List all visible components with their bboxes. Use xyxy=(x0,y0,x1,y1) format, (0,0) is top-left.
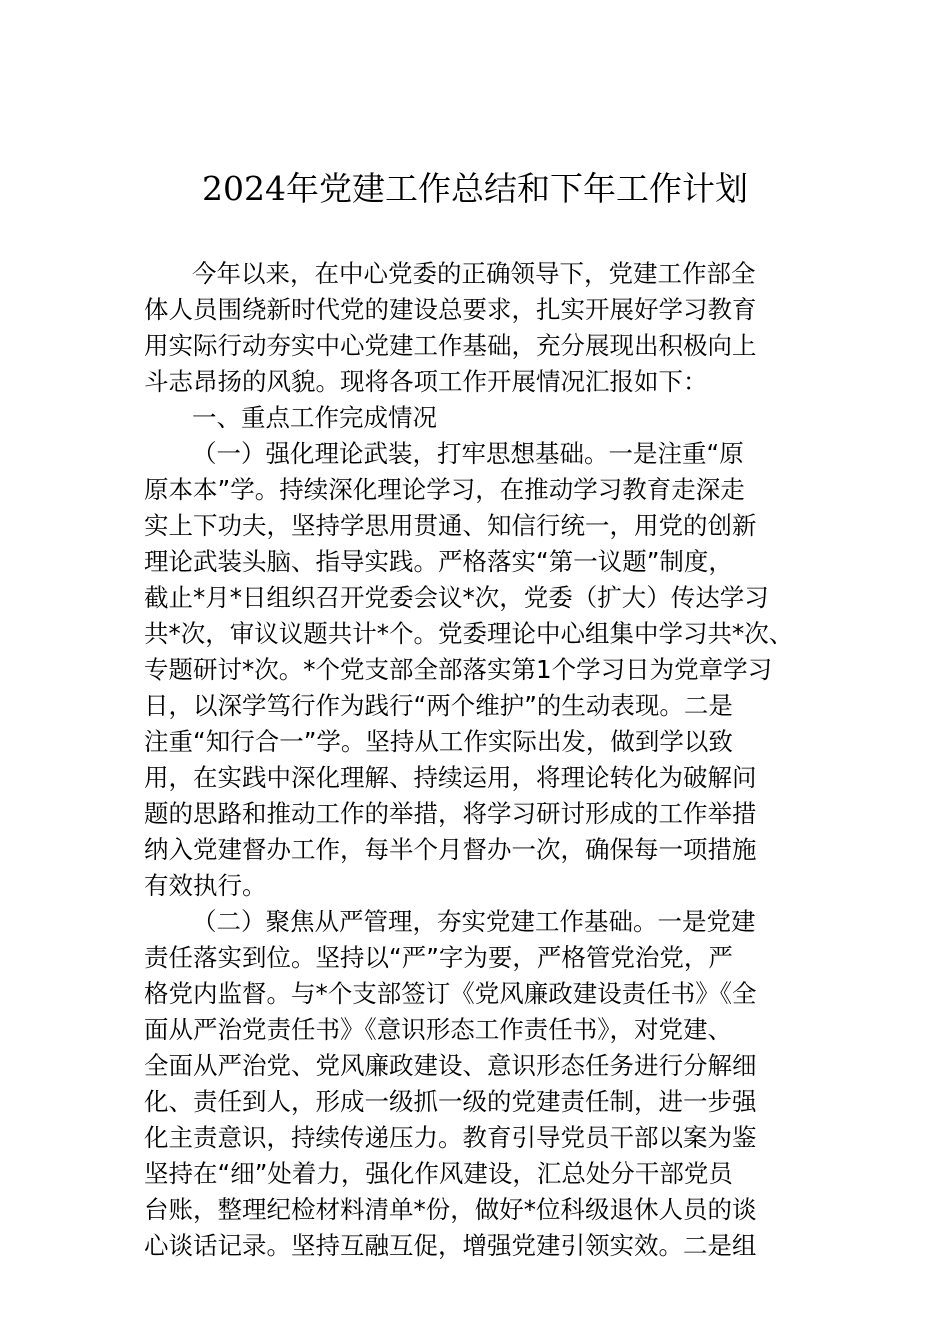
text-line: 体人员围绕新时代党的建设总要求，扎实开展好学习教育 xyxy=(144,295,757,324)
text-line: 共*次，审议议题共计*个。党委理论中心组集中学习共*次、 xyxy=(144,619,794,648)
text-line: 化主责意识，持续传递压力。教育引导党员干部以案为鉴 xyxy=(144,1123,757,1152)
text-line: 台账，整理纪检材料清单*份，做好*位科级退休人员的谈 xyxy=(144,1195,757,1224)
text-line: 坚持在“细”处着力，强化作风建设，汇总处分干部党员 xyxy=(144,1159,733,1188)
text-line: 理论武装头脑、指导实践。严格落实“第一议题”制度， xyxy=(144,547,733,576)
text-line: 格党内监督。与*个支部签订《党风廉政建设责任书》《全 xyxy=(144,979,757,1008)
text-line: 用，在实践中深化理解、持续运用，将理论转化为破解问 xyxy=(144,763,757,792)
text-line: 斗志昂扬的风貌。现将各项工作开展情况汇报如下： xyxy=(144,367,708,396)
text-line: 今年以来，在中心党委的正确领导下，党建工作部全 xyxy=(192,259,756,288)
document-body xyxy=(144,256,824,1264)
text-line: 日，以深学笃行作为践行“两个维护”的生动表现。二是 xyxy=(144,691,733,720)
text-line: 注重“知行合一”学。坚持从工作实际出发，做到学以致 xyxy=(144,727,733,756)
text-line: 实上下功夫，坚持学思用贯通、知信行统一，用党的创新 xyxy=(144,511,757,540)
text-line: 责任落实到位。坚持以“严”字为要，严格管党治党，严 xyxy=(144,943,733,972)
text-line: 有效执行。 xyxy=(144,871,267,900)
document-title: 2024年党建工作总结和下年工作计划 xyxy=(202,169,748,208)
text-line: 心谈话记录。坚持互融互促，增强党建引领实效。二是组 xyxy=(144,1231,757,1260)
text-line: 一、重点工作完成情况 xyxy=(192,403,437,432)
text-line: 面从严治党责任书》《意识形态工作责任书》，对党建、 xyxy=(144,1015,732,1044)
text-line: 截止*月*日组织召开党委会议*次，党委（扩大）传达学习 xyxy=(144,583,769,612)
text-line: 纳入党建督办工作，每半个月督办一次，确保每一项措施 xyxy=(144,835,757,864)
text-line: 原本本”学。持续深化理论学习，在推动学习教育走深走 xyxy=(144,475,745,504)
text-line: 化、责任到人，形成一级抓一级的党建责任制，进一步强 xyxy=(144,1087,757,1116)
text-line: 用实际行动夯实中心党建工作基础，充分展现出积极向上 xyxy=(144,331,757,360)
text-line: （一）强化理论武装，打牢思想基础。一是注重“原 xyxy=(192,439,744,468)
text-line: 全面从严治党、党风廉政建设、意识形态任务进行分解细 xyxy=(144,1051,757,1080)
text-line: 题的思路和推动工作的举措，将学习研讨形成的工作举措 xyxy=(144,799,757,828)
text-line: （二）聚焦从严管理，夯实党建工作基础。一是党建 xyxy=(192,907,756,936)
text-line: 专题研讨*次。*个党支部全部落实第1个学习日为党章学习 xyxy=(144,655,773,684)
